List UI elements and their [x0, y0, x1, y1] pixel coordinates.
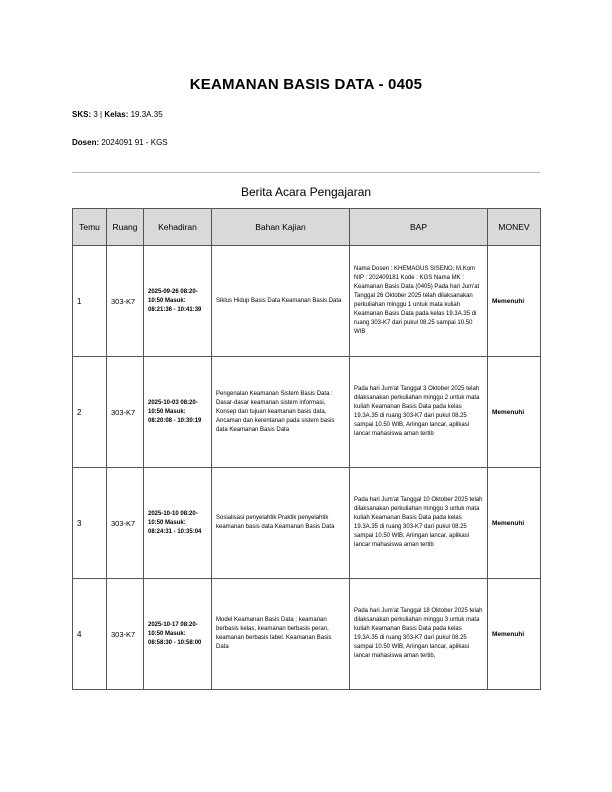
header-bap: BAP [350, 209, 488, 246]
dosen-value: 2024091 91 - KGS [101, 138, 168, 147]
cell-bap: Pada hari Jum'at Tanggal 10 Oktober 2025 telah dilaksanakan perkuliahan minggu 3 untuk mata kuliah Keamanan Basis Data pada kelas 19.3A.35 di ruang 303-K7 dari pukul 08.25 sampai 10.50 WIB, Ariingan lancar, aplikasi lancar mahasiswa aman tertib [350, 468, 488, 579]
cell-ruang: 303-K7 [107, 357, 144, 468]
cell-bap: Pada hari Jum'at Tanggal 3 Oktober 2025 telah dilaksanakan perkuliahan minggu 2 untuk mata kuliah Keamanan Basis Data pada kelas 19.3A.35 di ruang 303-K7 dari pukul 08.25 sampai 10.50 WIB, Ariingan lancar, aplikasi lancar mahasiswa aman tertib [350, 357, 488, 468]
cell-monev: Memenuhi [488, 468, 541, 579]
table-row [73, 357, 541, 468]
cell-ruang: 303-K7 [107, 468, 144, 579]
cell-temu: 1 [73, 246, 107, 357]
cell-bahan-kajian: Pengenalan Keamanan Sistem Basis Data : Dasar-dasar keamanan sistem informasi, Konsep dan tujuan keamanan basis data, Ancaman dan kerentanan pada sistem basis data Keamanan Basis Data [212, 357, 350, 468]
header-bahan-kajian: Bahan Kajian [212, 209, 350, 246]
cell-kehadiran: 2025-10-17 08:20-10:50 Masuk: 08:58:30 - 10:58:00 [144, 579, 212, 690]
course-info [72, 110, 163, 119]
table-row [73, 579, 541, 690]
dosen-label: Dosen: [72, 138, 100, 147]
cell-ruang: 303-K7 [107, 246, 144, 357]
lecturer-info [72, 138, 168, 147]
header-temu: Temu [73, 209, 107, 246]
cell-ruang: 303-K7 [107, 579, 144, 690]
cell-bahan-kajian: Sosialisasi penyelahtik Praktik penyelahtik keamanan basis data Keamanan Basis Data [212, 468, 350, 579]
cell-kehadiran: 2025-10-10 08:20-10:50 Masuk: 08:24:31 - 10:35:04 [144, 468, 212, 579]
cell-bahan-kajian: Model Keamanan Basis Data : keamanan berbasis kelas, keamanan berbasis peran, keamanan berbasis label. Keamanan Basis Data [212, 579, 350, 690]
cell-bap: Pada hari Jum'at Tanggal 18 Oktober 2025 telah dilaksanakan perkuliahan minggu 3 untuk mata kuliah Keamanan Basis Data pada kelas 19.3A.35 di ruang 303-K7 dari pukul 08.25 sampai 10.50 WIB, Ariingan lancar, aplikasi lancar mahasiswa aman tertib, [350, 579, 488, 690]
cell-kehadiran: 2025-10-03 08:20-10:50 Masuk: 08:20:08 - 10:30:19 [144, 357, 212, 468]
kelas-label: Kelas: [104, 110, 129, 119]
sks-label: SKS: [72, 110, 92, 119]
cell-monev: Memenuhi [488, 246, 541, 357]
table-row [73, 468, 541, 579]
table-header-row [73, 209, 541, 246]
cell-monev: Memenuhi [488, 357, 541, 468]
divider [72, 172, 540, 173]
cell-bahan-kajian: Siklus Hidup Basis Data Keamanan Basis Data [212, 246, 350, 357]
cell-bap: Nama Dosen : KHEMAGUS SISENO, M.Kom NIP : 202409181 Kode : KGS Nama MK : Keamanan Basis Data (0405) Pada hari Jum'at Tanggal 26 Oktober 2025 telah dilaksanakan perkuliahan minggu 1 untuk mata kuliah Keamanan Basis Data pada kelas 19.3A.35 di ruang 303-K7 dari pukul 08.25 sampai 10.50 WIB [350, 246, 488, 357]
header-monev: MONEV [488, 209, 541, 246]
document-title: KEAMANAN BASIS DATA - 0405 [189, 76, 423, 93]
cell-temu: 2 [73, 357, 107, 468]
header-kehadiran: Kehadiran [144, 209, 212, 246]
cell-temu: 3 [73, 468, 107, 579]
kelas-value: 19.3A.35 [130, 110, 163, 119]
teaching-log-table [72, 208, 541, 690]
info-separator: | [100, 110, 103, 119]
cell-monev: Memenuhi [488, 579, 541, 690]
cell-kehadiran: 2025-09-26 08:20-10:50 Masuk: 08:21:36 - 10:41:39 [144, 246, 212, 357]
sks-value: 3 [93, 110, 98, 119]
section-title: Berita Acara Pengajaran [240, 185, 372, 199]
header-ruang: Ruang [107, 209, 144, 246]
table-row [73, 246, 541, 357]
cell-temu: 4 [73, 579, 107, 690]
